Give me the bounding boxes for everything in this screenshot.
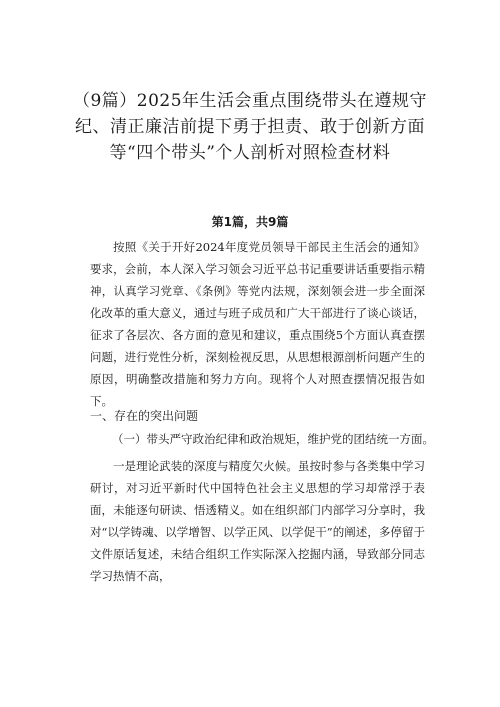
subsection-heading: （一）带头严守政治纪律和政治规矩，维护党的团结统一方面。 bbox=[112, 432, 434, 446]
document-title bbox=[60, 88, 440, 166]
title-line-1: （9篇）2025年生活会重点围绕带头在遵规守 bbox=[72, 91, 428, 111]
intro-paragraph: 按照《关于开好2024年度党员领导干部民主生活会的通知》要求，会前，本人深入学习领会习近平总书记重要讲话重要指示精神，认真学习党章、《条例》等党内法规，深刻领会进一步全面深化改革的重大意义，通过与班子成员和广大干部进行了谈心谈话，征求了各层次、各方面的意见和建议，重点围绕5个方面认真查摆问题，进行党性分析，深刻检视反思，从思想根源剖析问题产生的原因，明确整改措施和努力方向。现将个人对照查摆情况报告如下。 bbox=[90, 240, 425, 408]
section-heading: 一、存在的突出问题 bbox=[90, 409, 199, 423]
title-line-3: 等“四个带头”个人剖析对照检查材料 bbox=[109, 143, 391, 163]
body-paragraph: 一是理论武装的深度与精度欠火候。虽按时参与各类集中学习研讨，对习近平新时代中国特色社会主义思想的学习却常浮于表面，未能逐句研读、悟透精义。如在组织部门内部学习分享时，我对“以学铸魂、以学增智、以学正风、以学促干”的阐述，多停留于文件原话复述，未结合组织工作实际深入挖掘内涵，导致部分同志学习热情不高， bbox=[90, 459, 425, 583]
part-indicator: 第1篇，共9篇 bbox=[211, 215, 289, 229]
title-line-2: 纪、清正廉洁前提下勇于担责、敢于创新方面 bbox=[75, 117, 425, 137]
